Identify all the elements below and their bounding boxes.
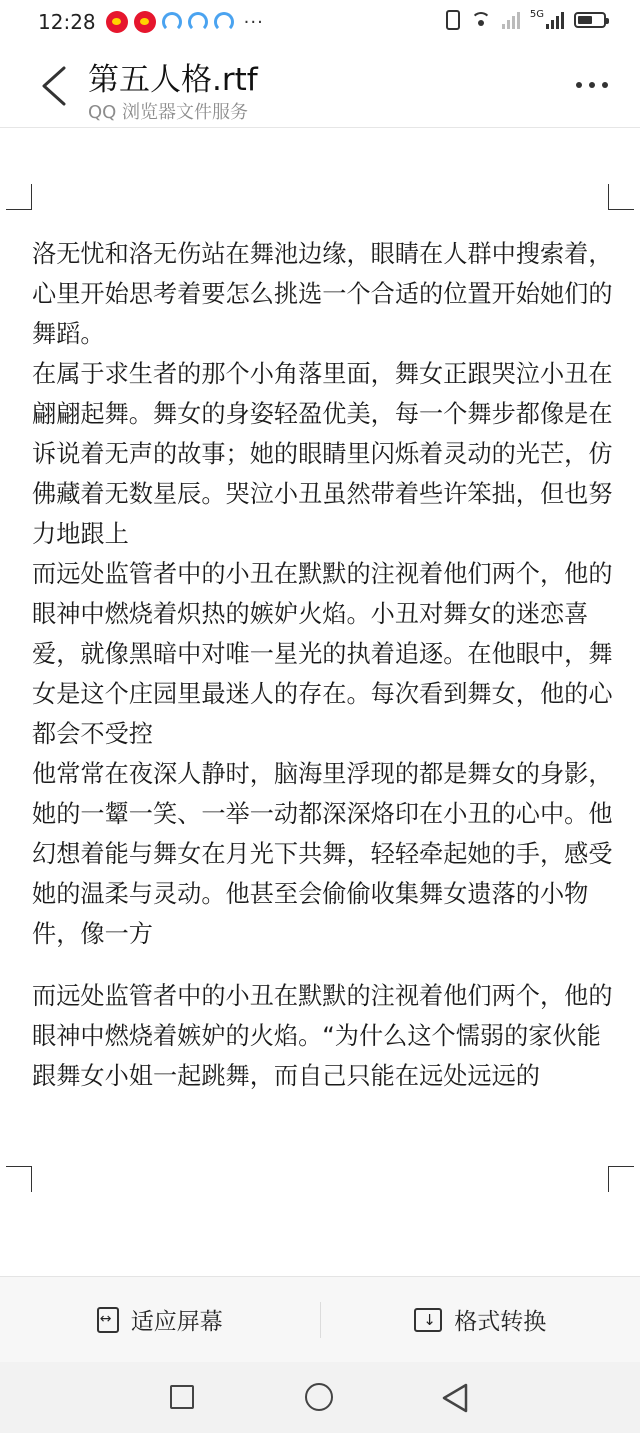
document-text <box>32 234 618 1096</box>
paragraph: 洛无忧和洛无伤站在舞池边缘，眼睛在人群中搜索着，心里开始思考着要怎么挑选一个合适的位置开始她们的舞蹈。 <box>32 240 613 348</box>
page-corner-mark <box>608 1166 634 1192</box>
status-bar <box>0 0 640 44</box>
battery-icon <box>574 12 606 28</box>
wifi-icon <box>470 12 492 28</box>
system-navigation-bar <box>0 1362 640 1433</box>
back-triangle-icon[interactable] <box>440 1382 470 1414</box>
folder-download-icon <box>414 1308 442 1332</box>
format-convert-button[interactable] <box>321 1277 640 1362</box>
page-corner-mark <box>6 184 32 210</box>
system-icons <box>446 10 606 30</box>
more-options-icon[interactable] <box>576 82 608 88</box>
file-service-label: QQ 浏览器文件服务 <box>88 102 249 123</box>
paragraph: 而远处监管者中的小丑在默默的注视着他们两个，他的眼神中燃烧着嫉妒的火焰。“为什么这个懦弱的家伙能跟舞女小姐一起跳舞，而自己只能在远处远远的 <box>32 982 613 1090</box>
page-corner-mark <box>6 1166 32 1192</box>
fit-screen-button[interactable] <box>0 1277 320 1362</box>
fit-screen-label: 适应屏幕 <box>130 1309 223 1335</box>
vibrate-icon <box>446 10 460 30</box>
status-time: 12:28 <box>38 10 96 34</box>
signal-sim2-icon <box>546 11 564 29</box>
file-title: 第五人格.rtf <box>88 62 258 98</box>
bottom-action-bar <box>0 1276 640 1362</box>
weibo-icon <box>134 11 156 33</box>
paragraph: 而远处监管者中的小丑在默默的注视着他们两个，他的眼神中燃烧着炽热的嫉妒火焰。小丑对舞女的迷恋喜爱，就像黑暗中对唯一星光的执着追逐。在他眼中，舞女是这个庄园里最迷人的存在。每次看到舞女，他的心都会不受控 <box>32 560 613 748</box>
back-arrow-icon[interactable] <box>40 64 68 108</box>
fit-screen-icon <box>97 1307 119 1333</box>
qq-icon <box>162 12 182 32</box>
signal-sim1-icon <box>502 11 520 29</box>
qq-icon <box>188 12 208 32</box>
paragraph: 在属于求生者的那个小角落里面，舞女正跟哭泣小丑在翩翩起舞。舞女的身姿轻盈优美，每一个舞步都像是在诉说着无声的故事；她的眼睛里闪烁着灵动的光芒，仿佛藏着无数星辰。哭泣小丑虽然带着些许笨拙，但也努力地跟上 <box>32 360 613 548</box>
home-circle-icon[interactable] <box>305 1383 333 1411</box>
more-notifications-icon: ··· <box>243 11 264 33</box>
qq-icon <box>214 12 234 32</box>
recents-square-icon[interactable] <box>170 1385 194 1409</box>
network-type-label: 5G <box>529 8 544 20</box>
paragraph: 他常常在夜深人静时，脑海里浮现的都是舞女的身影，她的一颦一笑、一举一动都深深烙印在小丑的心中。他幻想着能与舞女在月光下共舞，轻轻牵起她的手，感受她的温柔与灵动。他甚至会偷偷收集舞女遗落的小物件，像一方 <box>32 760 613 948</box>
notification-icons <box>106 11 264 33</box>
document-view[interactable] <box>0 128 640 1276</box>
format-convert-label: 格式转换 <box>454 1309 547 1335</box>
page-corner-mark <box>608 184 634 210</box>
app-header <box>0 44 640 128</box>
weibo-icon <box>106 11 128 33</box>
